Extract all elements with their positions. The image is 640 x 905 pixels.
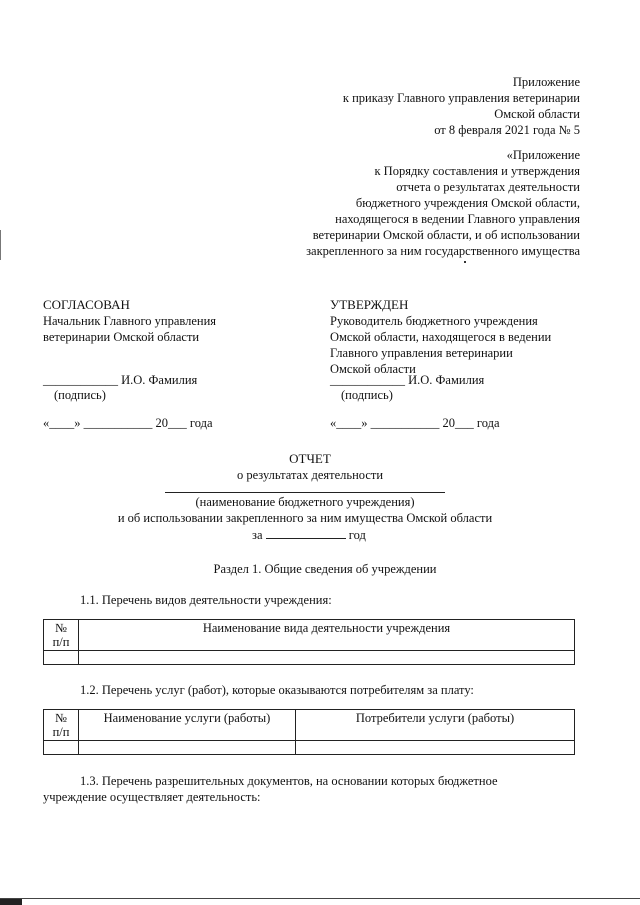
activities-table (43, 619, 575, 665)
approved-heading: УТВЕРЖДЕН (330, 297, 409, 312)
approved-line: Омской области (330, 362, 416, 376)
table-header-row (44, 710, 575, 741)
col-consumers-header: Потребители услуги (работы) (296, 710, 575, 741)
scan-left-edge (0, 230, 1, 260)
approved-block (330, 297, 590, 377)
col-num-header: № п/п (44, 620, 79, 651)
appendix-block (343, 74, 580, 138)
appendix2-line: отчета о результатах деятельности (396, 180, 580, 194)
agreed-block (43, 297, 303, 345)
report-title: ОТЧЕТ (289, 451, 331, 466)
table-row (44, 651, 575, 665)
approved-line: Омской области, находящегося в ведении (330, 330, 552, 344)
property-line: и об использовании закрепленного за ним имущества Омской области (117, 511, 493, 525)
institution-name-caption: (наименование бюджетного учреждения) (195, 495, 415, 509)
report-period (252, 526, 366, 543)
agreed-line: ветеринарии Омской области (43, 330, 200, 344)
appendix2-line: к Порядку составления и утверждения (374, 164, 580, 178)
col-num-header: № п/п (44, 710, 79, 741)
table-cell (79, 651, 575, 665)
table-cell (44, 741, 79, 755)
appendix2-block (306, 147, 580, 259)
period-blank (266, 526, 346, 539)
appendix2-line: ветеринарии Омской области, и об использовании (312, 228, 580, 242)
scan-bottom-edge (0, 898, 640, 899)
approved-line: Главного управления ветеринарии (330, 346, 513, 360)
table-row (44, 741, 575, 755)
appendix2-line: находящегося в ведении Главного управления (335, 212, 580, 226)
table-header-row (44, 620, 575, 651)
agreed-signature: ____________ И.О. Фамилия (43, 373, 198, 387)
appendix2-line: «Приложение (506, 148, 580, 162)
appendix2-line: бюджетного учреждения Омской области, (355, 196, 580, 210)
item-1-1: 1.1. Перечень видов деятельности учреждения: (80, 593, 332, 607)
scan-speck (464, 261, 466, 263)
scan-corner-mark (0, 899, 22, 905)
period-prefix: за (252, 528, 263, 542)
agreed-line: Начальник Главного управления (43, 314, 217, 328)
period-suffix: год (348, 528, 366, 542)
agreed-sign-caption: (подпись) (54, 388, 106, 402)
services-table (43, 709, 575, 755)
table-cell (44, 651, 79, 665)
institution-name-line (165, 492, 445, 493)
col-service-header: Наименование услуги (работы) (79, 710, 296, 741)
appendix-line: Омской области (494, 107, 580, 121)
agreed-heading: СОГЛАСОВАН (43, 297, 130, 312)
approved-signature: ____________ И.О. Фамилия (330, 373, 485, 387)
appendix-line: к приказу Главного управления ветеринарии (342, 91, 580, 105)
item-1-2: 1.2. Перечень услуг (работ), которые оказываются потребителям за плату: (80, 683, 474, 697)
section1-title: Раздел 1. Общие сведения об учреждении (213, 562, 437, 576)
table-cell (296, 741, 575, 755)
appendix-line: от 8 февраля 2021 года № 5 (434, 123, 580, 137)
approved-line: Руководитель бюджетного учреждения (330, 314, 538, 328)
appendix2-line: закрепленного за ним государственного имущества (306, 244, 580, 258)
approved-date: «____» ___________ 20___ года (330, 416, 500, 430)
approved-sign-caption: (подпись) (341, 388, 393, 402)
report-subtitle: о результатах деятельности (236, 468, 384, 482)
item-1-3-line1: 1.3. Перечень разрешительных документов, на основании которых бюджетное (80, 774, 498, 788)
appendix-line: Приложение (512, 75, 580, 89)
table-cell (79, 741, 296, 755)
agreed-date: «____» ___________ 20___ года (43, 416, 213, 430)
item-1-3-line2: учреждение осуществляет деятельность: (43, 790, 261, 804)
col-activity-header: Наименование вида деятельности учреждения (79, 620, 575, 651)
